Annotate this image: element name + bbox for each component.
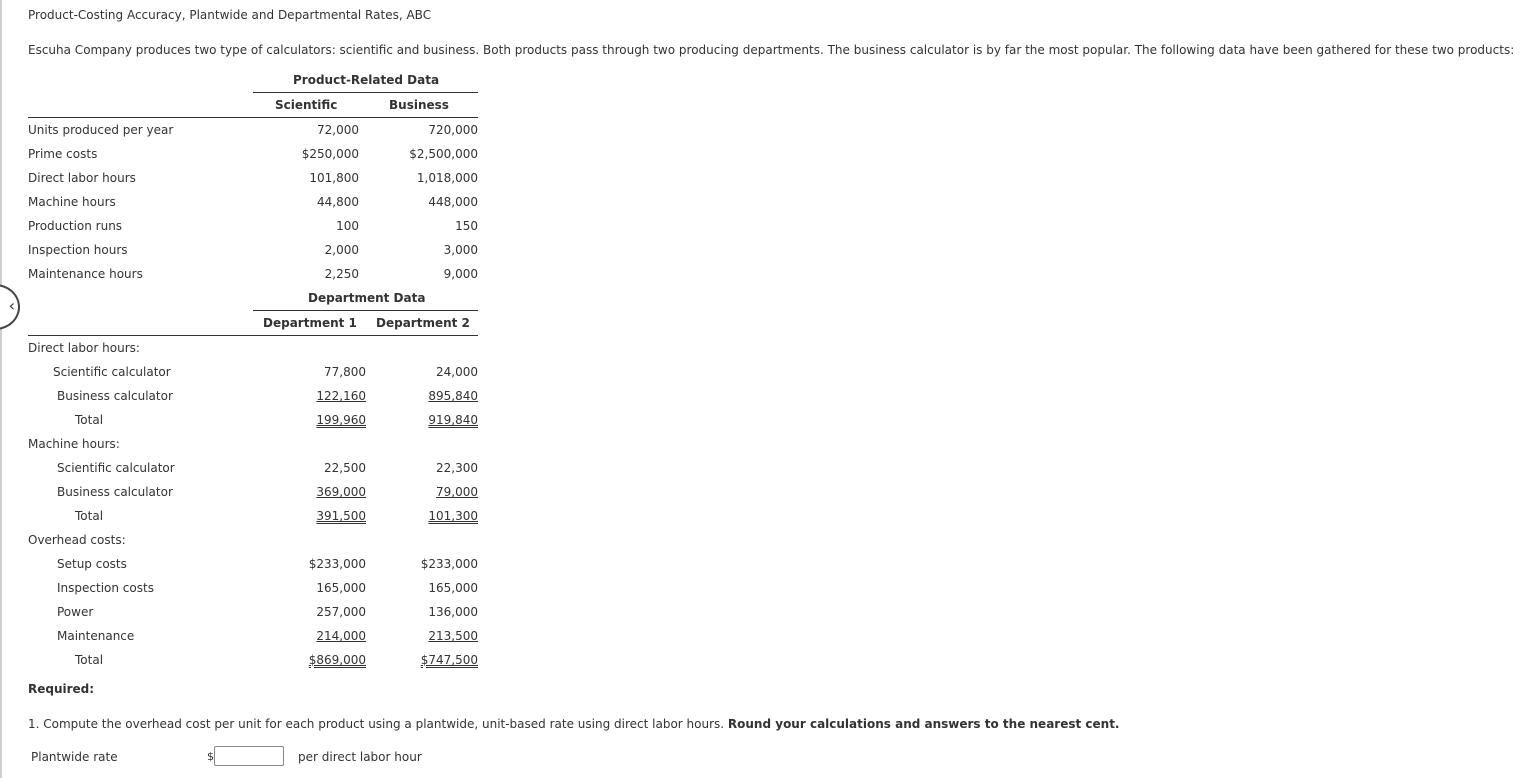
dept-row-department-2: $747,500	[420, 653, 478, 667]
product-row-label: Direct labor hours	[28, 171, 136, 185]
dept-row-department-1: 391,500	[316, 509, 366, 523]
dept-row-department-2: 919,840	[428, 413, 478, 427]
dept-row-department-2: 895,840	[428, 389, 478, 403]
dept-row-label: Setup costs	[57, 557, 127, 571]
collapse-chevron-icon[interactable]: ‹	[0, 284, 20, 330]
dept-row-department-2: 136,000	[428, 605, 478, 619]
dept-row-department-2: 165,000	[428, 581, 478, 595]
product-row-label: Maintenance hours	[28, 267, 143, 281]
question-1-instruction: Round your calculations and answers to the nearest cent.	[727, 717, 1120, 731]
product-row-business: 720,000	[428, 123, 478, 137]
product-row-scientific: 2,000	[324, 243, 359, 257]
dept-row-label: Total	[75, 653, 104, 667]
dept-row-label: Maintenance	[57, 629, 135, 643]
product-row-business: 150	[455, 219, 478, 233]
dept-row-department-1: 257,000	[316, 605, 366, 619]
product-table-heading: Product-Related Data	[293, 73, 440, 87]
dept-header-rule	[28, 335, 478, 336]
dept-row-department-2: 213,500	[428, 629, 478, 643]
product-row-business: $2,500,000	[409, 147, 478, 161]
dept-row-department-2: 101,300	[428, 509, 478, 523]
dept-row-department-2: 79,000	[436, 485, 478, 499]
product-row-scientific: 101,800	[309, 171, 359, 185]
col-header-department-2: Department 2	[376, 316, 470, 330]
question-1	[28, 717, 1120, 731]
dept-row-department-2: $233,000	[420, 557, 478, 571]
dept-section-label: Direct labor hours:	[28, 341, 140, 355]
product-header-rule	[28, 117, 478, 118]
dept-row-department-1: 369,000	[316, 485, 366, 499]
dept-row-department-1: 165,000	[316, 581, 366, 595]
dept-heading-rule	[253, 310, 478, 311]
product-heading-rule	[253, 92, 478, 93]
rate-unit-label: per direct labor hour	[298, 750, 422, 764]
product-row-scientific: 2,250	[324, 267, 359, 281]
dept-row-department-1: 214,000	[316, 629, 366, 643]
col-header-business: Business	[389, 98, 449, 112]
dept-row-department-1: 122,160	[316, 389, 366, 403]
product-row-scientific: $250,000	[301, 147, 359, 161]
product-row-label: Units produced per year	[28, 123, 174, 137]
left-border	[0, 0, 2, 778]
col-header-scientific: Scientific	[275, 98, 338, 112]
dept-row-label: Power	[57, 605, 94, 619]
dept-row-label: Scientific calculator	[53, 365, 171, 379]
problem-intro: Escuha Company produces two type of calculators: scientific and business. Both products pass through two producing departments. The business calculator is by far the most popular. The following data have been gathered for these two products:	[28, 43, 1515, 57]
product-row-label: Machine hours	[28, 195, 116, 209]
dept-section-label: Overhead costs:	[28, 533, 126, 547]
product-row-label: Production runs	[28, 219, 123, 233]
product-row-scientific: 44,800	[317, 195, 359, 209]
dept-row-label: Total	[75, 509, 104, 523]
plantwide-rate-input[interactable]	[214, 746, 284, 766]
dept-row-department-2: 22,300	[436, 461, 478, 475]
dept-row-label: Business calculator	[57, 485, 173, 499]
dept-row-department-1: 199,960	[316, 413, 366, 427]
product-row-business: 448,000	[428, 195, 478, 209]
col-header-department-1: Department 1	[263, 316, 357, 330]
dept-row-department-1: $869,000	[308, 653, 366, 667]
question-1-text: 1. Compute the overhead cost per unit for each product using a plantwide, unit-based rate using direct labor hours.	[28, 717, 728, 731]
product-row-label: Prime costs	[28, 147, 98, 161]
dept-row-label: Inspection costs	[57, 581, 154, 595]
product-row-scientific: 100	[336, 219, 359, 233]
dept-row-department-2: 24,000	[436, 365, 478, 379]
plantwide-rate-label: Plantwide rate	[31, 750, 118, 764]
product-row-business: 3,000	[443, 243, 478, 257]
dept-section-label: Machine hours:	[28, 437, 120, 451]
dept-table-heading: Department Data	[308, 291, 426, 305]
dept-row-department-1: 77,800	[324, 365, 366, 379]
problem-title: Product-Costing Accuracy, Plantwide and Departmental Rates, ABC	[28, 8, 432, 22]
product-row-scientific: 72,000	[317, 123, 359, 137]
dept-row-label: Total	[75, 413, 104, 427]
product-row-business: 1,018,000	[416, 171, 478, 185]
dept-row-label: Scientific calculator	[57, 461, 175, 475]
dept-row-department-1: 22,500	[324, 461, 366, 475]
dept-row-label: Business calculator	[57, 389, 173, 403]
required-heading: Required:	[28, 682, 95, 696]
dept-row-department-1: $233,000	[308, 557, 366, 571]
currency-symbol: $	[207, 750, 214, 763]
product-row-label: Inspection hours	[28, 243, 128, 257]
product-row-business: 9,000	[443, 267, 478, 281]
